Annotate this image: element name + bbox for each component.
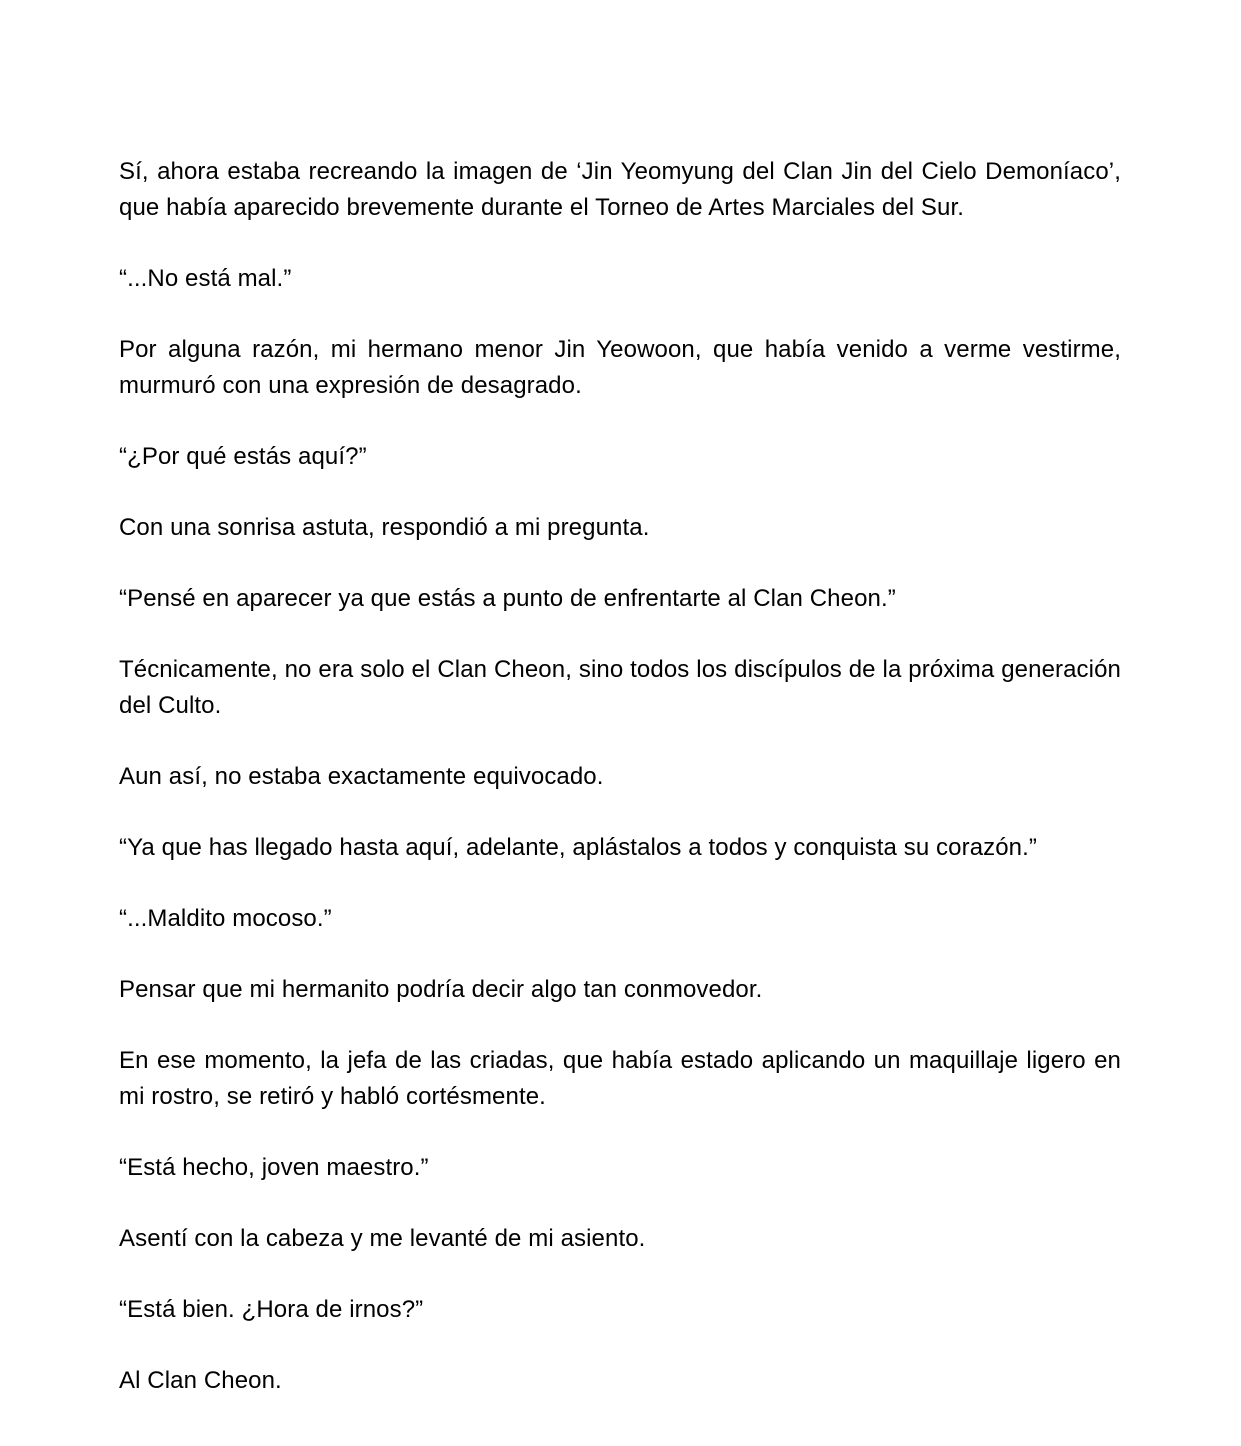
paragraph: “...No está mal.” — [119, 265, 292, 292]
paragraph: “...Maldito mocoso.” — [119, 905, 332, 932]
document-body — [119, 154, 1121, 1434]
paragraph: En ese momento, la jefa de las criadas, que había estado aplicando un maquillaje ligero en mi rostro, se retiró y habló cortésmente. — [119, 1047, 1121, 1110]
paragraph: Sí, ahora estaba recreando la imagen de ‘Jin Yeomyung del Clan Jin del Cielo Demoníaco’, que había aparecido brevemente durante el Torneo de Artes Marciales del Sur. — [119, 158, 1121, 221]
paragraph: Aun así, no estaba exactamente equivocado. — [119, 763, 604, 790]
paragraph: Por alguna razón, mi hermano menor Jin Yeowoon, que había venido a verme vestirme, murmuró con una expresión de desagrado. — [119, 336, 1121, 399]
paragraph: Con una sonrisa astuta, respondió a mi pregunta. — [119, 514, 650, 541]
paragraph: Al Clan Cheon. — [119, 1367, 282, 1394]
paragraph: “Está hecho, joven maestro.” — [119, 1154, 429, 1181]
paragraph: “¿Por qué estás aquí?” — [119, 443, 367, 470]
paragraph: Pensar que mi hermanito podría decir algo tan conmovedor. — [119, 976, 763, 1003]
paragraph: Técnicamente, no era solo el Clan Cheon, sino todos los discípulos de la próxima generación del Culto. — [119, 656, 1121, 719]
paragraph: “Pensé en aparecer ya que estás a punto de enfrentarte al Clan Cheon.” — [119, 585, 896, 612]
paragraph: “Está bien. ¿Hora de irnos?” — [119, 1296, 424, 1323]
paragraph: Asentí con la cabeza y me levanté de mi asiento. — [119, 1225, 646, 1252]
paragraph: “Ya que has llegado hasta aquí, adelante, aplástalos a todos y conquista su corazón.” — [119, 834, 1037, 861]
